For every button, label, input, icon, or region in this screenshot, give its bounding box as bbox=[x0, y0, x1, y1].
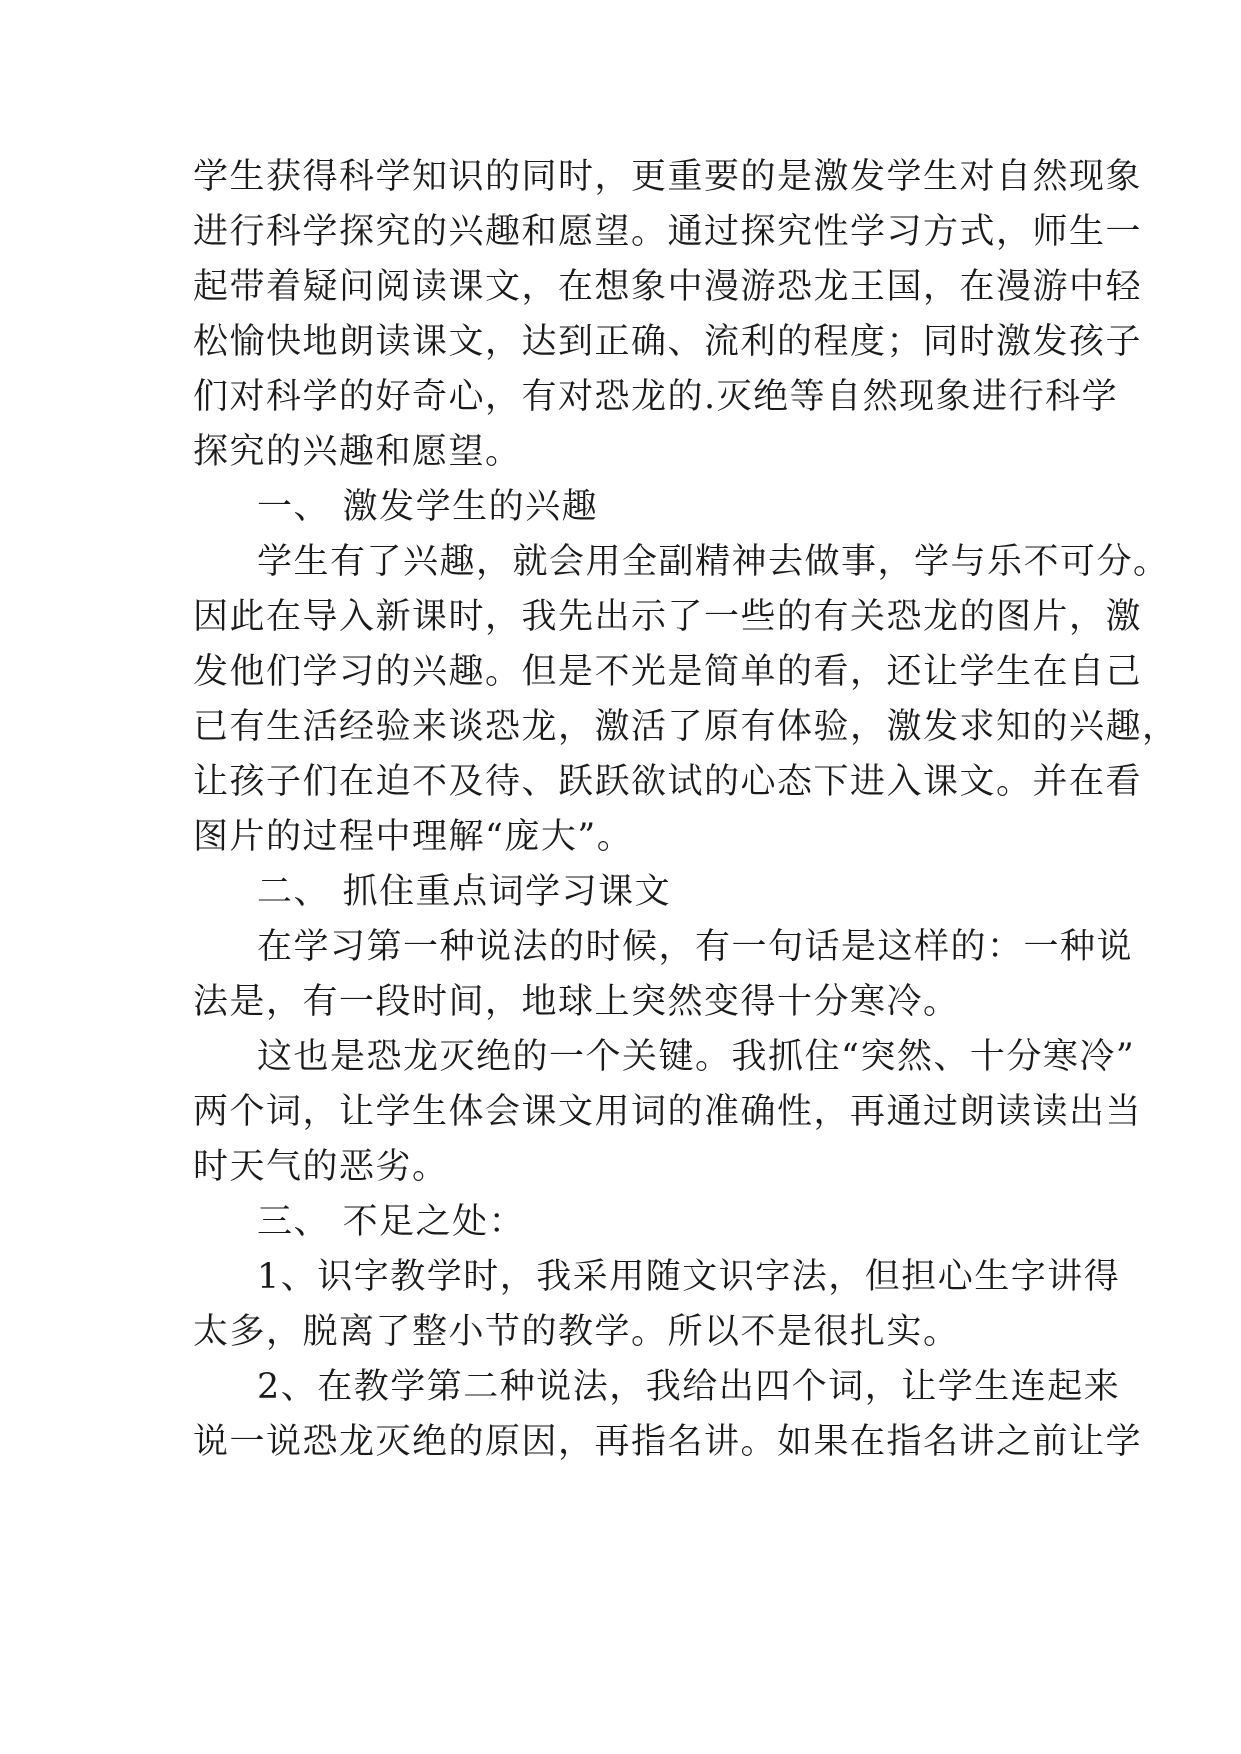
paragraph-line: 让孩子们在迫不及待、跃跃欲试的心态下进入课文。并在看 bbox=[193, 762, 1143, 802]
paragraph-line: 1、识字教学时，我采用随文识字法，但担心生字讲得 bbox=[257, 1257, 1121, 1297]
paragraph-line: 时天气的恶劣。 bbox=[193, 1147, 449, 1187]
section-heading: 二、 抓住重点词学习课文 bbox=[257, 872, 672, 912]
paragraph-line: 学生有了兴趣，就会用全副精神去做事，学与乐不可分。 bbox=[257, 542, 1170, 582]
paragraph-line: 图片的过程中理解“庞大”。 bbox=[193, 817, 634, 857]
paragraph-line: 两个词，让学生体会课文用词的准确性，再通过朗读读出当 bbox=[193, 1092, 1143, 1132]
paragraph-line: 们对科学的好奇心，有对恐龙的.灭绝等自然现象进行科学 bbox=[193, 377, 1119, 417]
paragraph-line: 2、在教学第二种说法，我给出四个词，让学生连起来 bbox=[257, 1367, 1121, 1407]
paragraph-line: 学生获得科学知识的同时，更重要的是激发学生对自然现象 bbox=[193, 157, 1143, 197]
section-heading: 一、 激发学生的兴趣 bbox=[257, 487, 599, 527]
paragraph-line: 因此在导入新课时，我先出示了一些的有关恐龙的图片，激 bbox=[193, 597, 1143, 637]
paragraph-line: 起带着疑问阅读课文，在想象中漫游恐龙王国，在漫游中轻 bbox=[193, 267, 1143, 307]
paragraph-line: 法是，有一段时间，地球上突然变得十分寒冷。 bbox=[193, 982, 960, 1022]
paragraph-line: 已有生活经验来谈恐龙，激活了原有体验，激发求知的兴趣， bbox=[193, 707, 1179, 747]
paragraph-line: 这也是恐龙灭绝的一个关键。我抓住“突然、十分寒冷” bbox=[257, 1037, 1136, 1077]
paragraph-line: 说一说恐龙灭绝的原因，再指名讲。如果在指名讲之前让学 bbox=[193, 1422, 1143, 1462]
paragraph-line: 太多，脱离了整小节的教学。所以不是很扎实。 bbox=[193, 1312, 960, 1352]
paragraph-line: 松愉快地朗读课文，达到正确、流利的程度；同时激发孩子 bbox=[193, 322, 1143, 362]
section-heading: 三、 不足之处： bbox=[257, 1202, 526, 1242]
paragraph-line: 进行科学探究的兴趣和愿望。通过探究性学习方式，师生一 bbox=[193, 212, 1143, 252]
paragraph-line: 探究的兴趣和愿望。 bbox=[193, 432, 522, 472]
paragraph-line: 发他们学习的兴趣。但是不光是简单的看，还让学生在自己 bbox=[193, 652, 1143, 692]
paragraph-line: 在学习第一种说法的时候，有一句话是这样的：一种说 bbox=[257, 927, 1134, 967]
